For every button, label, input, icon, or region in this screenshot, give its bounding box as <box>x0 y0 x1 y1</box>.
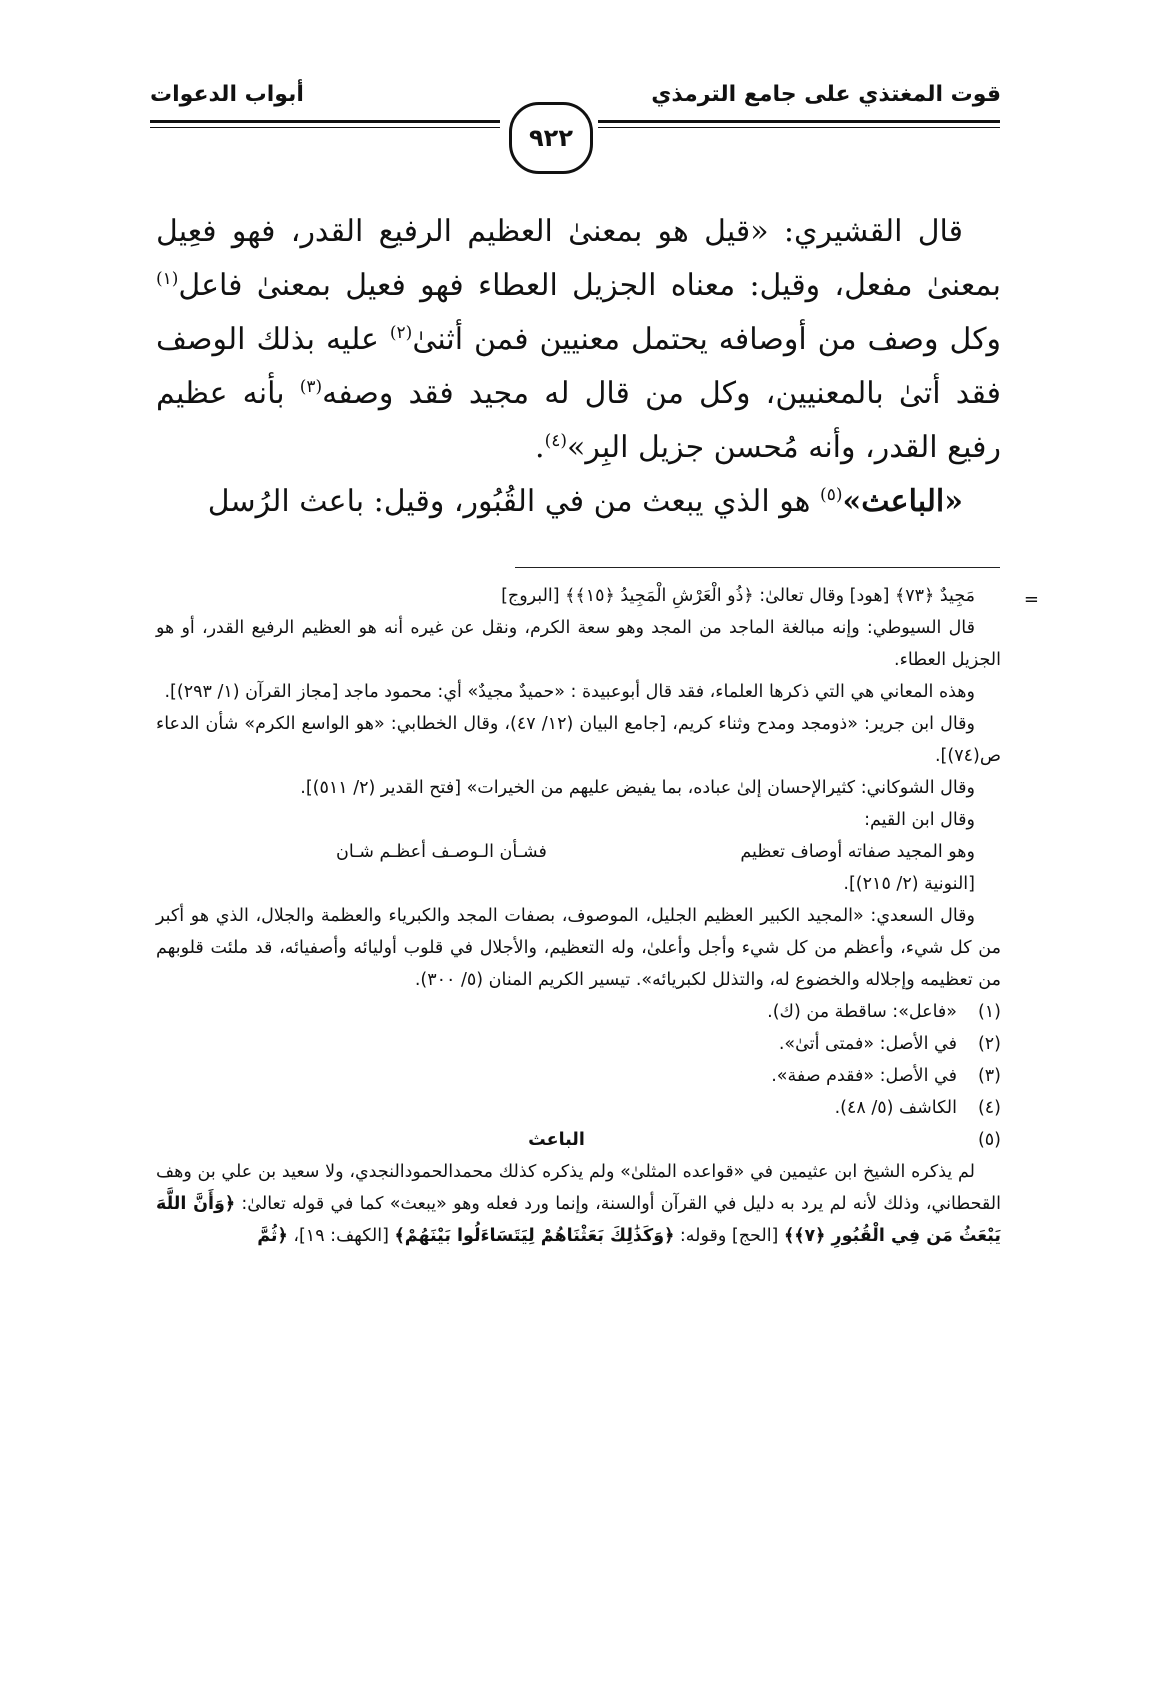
verse-first-hemistich: وهو المجيد صفاته أوصاف تعظيم <box>740 842 975 862</box>
footnote-saadi: وقال السعدي: «المجيد الكبير العظيم الجليل، الموصوف، بصفات المجد والكبرياء والعظمة والجلال، الذي هو أكبر من كل شيء، وأعظم من كل شيء وأجل وأعلىٰ، وله التعظيم، والأجلال في قلوب أوليائه وأصفيائه، قد ملئت قلوبهم من تعظيمه وإجلاله والخضوع له، والتذلل لكبريائه». تيسير الكريم المنان (٥/ ٣٠٠). <box>156 906 1001 990</box>
footnote-ibn-qayyim: وقال ابن القيم: <box>864 810 975 830</box>
footnote-number: (٤) <box>977 1098 1001 1118</box>
quran-verse: ﴿وَكَذَٰلِكَ بَعَثْنَاهُمْ لِيَتَسَاءَلُوا بَيْنَهُمْ﴾ <box>394 1226 675 1246</box>
footnote-abu-ubayda: وهذه المعاني هي التي ذكرها العلماء، فقد قال أبوعبيدة : «حميدٌ مجيدٌ» أي: محمود ماجد [مجاز القرآن (١/ ٢٩٣)]. <box>164 682 975 702</box>
footnote-text: الكاشف (٥/ ٤٨). <box>834 1098 957 1118</box>
book-title: قوت المغتذي على جامع الترمذي <box>651 82 1001 107</box>
header-rule-left-thin <box>150 127 500 128</box>
footnote-text-run: لم يذكره الشيخ ابن عثيمين في «قواعده المثلىٰ» ولم يذكره كذلك محمدالحمودالنجدي، ولا سعيد بن علي بن وهف القحطاني، وذلك لأنه لم يرد به دليل في القرآن أوالسنة، وإنما ورد فعله وهو «يبعث» كما في قوله تعالىٰ: <box>156 1162 1001 1214</box>
main-text-run: هو الذي يبعث من في القُبُور، وقيل: باعث الرُسل <box>207 484 821 519</box>
footnote-text-run: [الحج] وقوله: <box>674 1226 784 1246</box>
footnote-text: في الأصل: «فمتى أتىٰ». <box>778 1034 957 1054</box>
footnote-baith-body <box>156 1156 1001 1252</box>
main-text-run: قال القشيري: «قيل هو بمعنىٰ العظيم الرفيع القدر، فهو فعِيل بمعنىٰ مفعل، وقيل: معناه الجزيل العطاء فهو فعيل بمعنىٰ فاعل <box>156 214 1001 303</box>
footnote-number: (٥) <box>977 1130 1001 1150</box>
page-number: ٩٢٢ <box>509 102 593 174</box>
continuation-mark: = <box>1023 589 1039 610</box>
main-text-run: . <box>535 430 545 465</box>
footnotes-section <box>156 580 1039 1252</box>
footnote-ref-4: (٤) <box>544 431 567 451</box>
footnote-item <box>156 1028 1001 1060</box>
footnote-suyuti: قال السيوطي: وإنه مبالغة الماجد من المجد وهو سعة الكرم، ونقل عن غيره أنه هو العظيم الرفيع القدر، أو هو الجزيل العطاء. <box>156 618 1001 670</box>
header-rule-right <box>598 120 1000 123</box>
header-rule-left <box>150 120 500 123</box>
main-text-run: عليه بذلك الوصف فقد أتىٰ بالمعنيين، وكل من قال له مجيد فقد وصفه <box>156 322 1001 411</box>
footnote-item <box>156 1124 1001 1156</box>
footnote-ibn-jarir: وقال ابن جرير: «ذومجد ومدح وثناء كريم، [جامع البيان (١٢/ ٤٧)، وقال الخطابي: «هو الواسع الكرم» شأن الدعاء ص(٧٤)]. <box>156 714 1001 766</box>
term-al-baith: «الباعث» <box>842 484 963 519</box>
footnote-ref-1: (١) <box>156 269 179 289</box>
footnote-ref-2: (٢) <box>389 323 413 343</box>
footnote-text: في الأصل: «فقدم صفة». <box>771 1066 957 1086</box>
main-text <box>156 205 1001 529</box>
footnote-divider <box>515 567 1000 568</box>
footnote-ref-5: (٥) <box>820 485 843 505</box>
main-paragraph-qushayri <box>156 205 1001 475</box>
footnote-continued-verse: مَجِيدٌ ﴿٧٣﴾ [هود] وقال تعالىٰ: ﴿ذُو الْعَرْشِ الْمَجِيدُ ﴿١٥﴾﴾ [البروج] <box>501 586 975 606</box>
footnote-number: (٢) <box>977 1034 1001 1054</box>
header-rule-right-thin <box>598 127 1000 128</box>
footnote-text-run: [الكهف: ١٩]، <box>287 1226 395 1246</box>
verse-source: [النونية (٢/ ٢١٥)]. <box>843 874 975 894</box>
main-paragraph-baith <box>156 475 1001 529</box>
footnote-item <box>156 996 1001 1028</box>
chapter-title: أبواب الدعوات <box>150 82 304 107</box>
footnote-number: (٣) <box>977 1066 1001 1086</box>
quran-verse: ﴿وَأَنَّ اللَّهَ يَبْعَثُ مَن فِي الْقُبُورِ ﴿٧﴾﴾ <box>156 1194 1001 1246</box>
footnote-ref-3: (٣) <box>299 377 323 397</box>
quran-verse: ﴿ثُمَّ <box>257 1226 288 1246</box>
footnote-number: (١) <box>977 1002 1001 1022</box>
main-text-run: بأنه عظيم رفيع القدر، وأنه مُحسن جزيل البِر» <box>156 376 1001 465</box>
footnote-text: «فاعل»: ساقطة من (ك). <box>767 1002 957 1022</box>
main-text-run: وكل وصف من أوصافه يحتمل معنيين فمن أثنىٰ <box>412 322 1001 357</box>
poem-verse <box>156 836 1001 868</box>
footnote-item <box>156 1060 1001 1092</box>
verse-second-hemistich: فشـأن الـوصـف أعظـم شـان <box>336 842 547 862</box>
footnote-item <box>156 1092 1001 1124</box>
footnote-shawkani: وقال الشوكاني: كثيرالإحسان إلىٰ عباده، بما يفيض عليهم من الخيرات» [فتح القدير (٢/ ٥١١)]. <box>300 778 975 798</box>
footnote-heading-baith: الباعث <box>528 1130 585 1150</box>
